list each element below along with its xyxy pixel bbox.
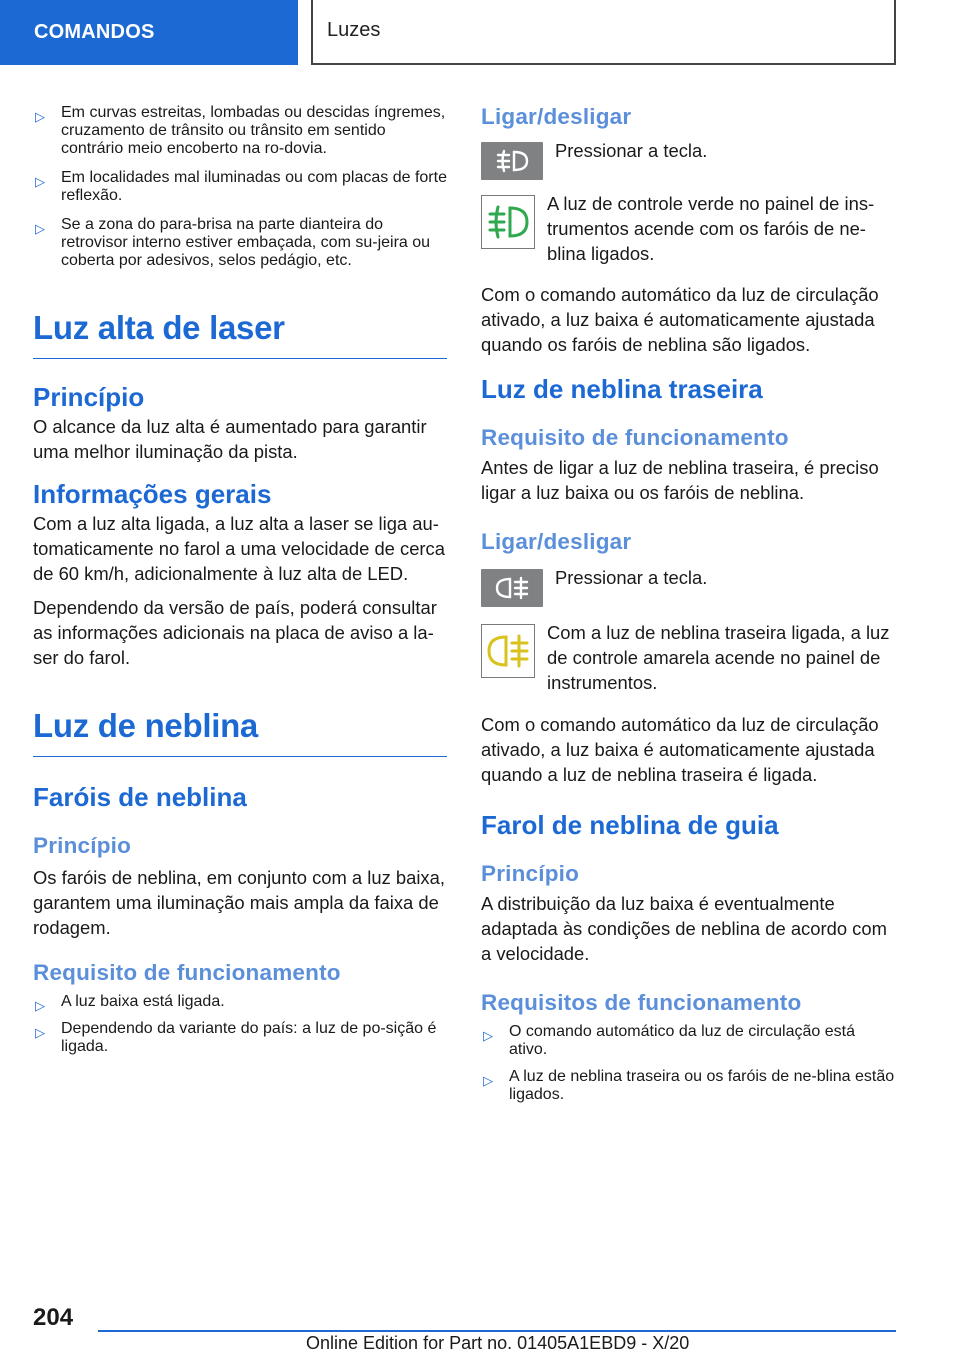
list-item: ▷ Dependendo da variante do país: a luz de po-sição é ligada. xyxy=(35,1020,437,1055)
triangle-bullet-icon: ▷ xyxy=(483,1073,493,1088)
triangle-bullet-icon: ▷ xyxy=(35,221,45,236)
heading-requisito: Requisito de funcionamento xyxy=(33,960,341,985)
heading-requisitos: Requisitos de funcionamento xyxy=(481,990,802,1015)
section-title-neblina: Luz de neblina xyxy=(33,706,447,757)
front-fog-light-key-icon xyxy=(481,142,543,180)
heading-principio-guia: Princípio xyxy=(481,861,580,886)
heading-principio: Princípio xyxy=(33,382,145,412)
triangle-bullet-icon: ▷ xyxy=(35,174,45,189)
heading-farol-neblina-guia: Farol de neblina de guia xyxy=(481,810,779,840)
page-number: 204 xyxy=(33,1304,74,1331)
paragraph-info-1: Com a luz alta ligada, a luz alta a laser se liga au-tomaticamente no farol a uma velocidade de cerca de 60 km/h, adicionalmente à luz alta de LED. xyxy=(33,513,445,584)
list-item: ▷ Em curvas estreitas, lombadas ou descidas íngremes, cruzamento de trânsito ou trânsito em sentido contrário meio encoberto na ro-dovia. xyxy=(35,104,446,157)
list-item: ▷ Em localidades mal iluminadas ou com placas de forte reflexão. xyxy=(35,169,447,204)
press-key-text-1: Pressionar a tecla. xyxy=(555,140,708,161)
heading-requisito-traseira: Requisito de funcionamento xyxy=(481,425,789,450)
list-item: ▷ A luz de neblina traseira ou os faróis de ne-blina estão ligados. xyxy=(483,1068,895,1103)
list-item: ▷ A luz baixa está ligada. xyxy=(33,993,447,1011)
section-title-laser: Luz alta de laser xyxy=(33,308,447,359)
heading-farois-neblina: Faróis de neblina xyxy=(33,782,247,812)
footer-divider xyxy=(98,1330,896,1332)
press-key-text-2: Pressionar a tecla. xyxy=(555,567,708,588)
paragraph-auto-1: Com o comando automático da luz de circulação ativado, a luz baixa é automaticamente ajustada quando os faróis de neblina são ligados. xyxy=(481,284,879,355)
rear-fog-light-key-icon xyxy=(481,569,543,607)
left-column xyxy=(33,100,447,1056)
edition-footer-text: Online Edition for Part no. 01405A1EBD9 - X/20 xyxy=(306,1333,690,1353)
right-column xyxy=(481,100,896,1104)
triangle-bullet-icon: ▷ xyxy=(35,109,45,124)
indicator-text-1: A luz de controle verde no painel de ins-trumentos acende com os faróis de ne-blina ligados. xyxy=(547,193,875,264)
paragraph-auto-2: Com o comando automático da luz de circulação ativado, a luz baixa é automaticamente ajustada quando a luz de neblina traseira é ligada. xyxy=(481,714,879,785)
list-item: ▷ Se a zona do para-brisa na parte dianteira do retrovisor interno estiver embaçada, com su-jeira ou coberta por adesivos, selos pedágio, etc. xyxy=(35,216,431,269)
list-item: ▷ O comando automático da luz de circulação está ativo. xyxy=(483,1023,855,1058)
heading-luz-neblina-traseira: Luz de neblina traseira xyxy=(481,374,763,404)
triangle-bullet-icon: ▷ xyxy=(483,1028,493,1043)
paragraph-info-2: Dependendo da versão de país, poderá consultar as informações adicionais na placa de aviso a la-ser do farol. xyxy=(33,597,437,668)
heading-ligar-desligar-2: Ligar/desligar xyxy=(481,529,632,554)
header-section-tab[interactable]: COMANDOS xyxy=(0,0,298,65)
paragraph-principio-guia: A distribuição da luz baixa é eventualmente adaptada às condições de neblina de acordo com a velocidade. xyxy=(481,893,887,964)
front-fog-light-indicator-icon xyxy=(481,195,535,249)
triangle-bullet-icon: ▷ xyxy=(35,1025,45,1040)
indicator-text-2: Com a luz de neblina traseira ligada, a luz de controle amarela acende no painel de instrumentos. xyxy=(547,622,890,693)
paragraph-principio-farois: Os faróis de neblina, em conjunto com a luz baixa, garantem uma iluminação mais ampla da faixa de rodagem. xyxy=(33,867,445,938)
paragraph-requisito-traseira: Antes de ligar a luz de neblina traseira, é preciso ligar a luz baixa ou os faróis de neblina. xyxy=(481,457,879,503)
heading-ligar-desligar-1: Ligar/desligar xyxy=(481,104,632,129)
heading-principio-farois: Princípio xyxy=(33,833,132,858)
rear-fog-light-indicator-icon xyxy=(481,624,535,678)
triangle-bullet-icon: ▷ xyxy=(35,998,45,1013)
heading-informacoes-gerais: Informações gerais xyxy=(33,479,272,509)
paragraph-principio: O alcance da luz alta é aumentado para garantir uma melhor iluminação da pista. xyxy=(33,416,427,462)
header-chapter-tab[interactable]: Luzes xyxy=(311,0,896,65)
